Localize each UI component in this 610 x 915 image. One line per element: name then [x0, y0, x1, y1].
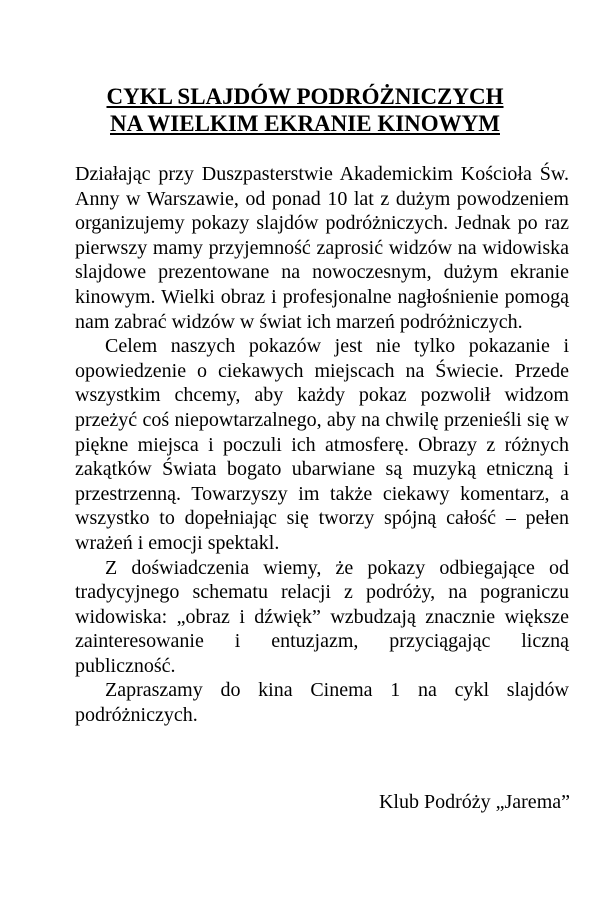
title-line-1: CYKL SLAJDÓW PODRÓŻNICZYCH — [106, 84, 504, 109]
paragraph-2: Celem naszych pokazów jest nie tylko pokazanie i opowiedzenie o ciekawych miejscach na Świecie. Przede wszystkim chcemy, aby każdy pokaz pozwolił widzom przeżyć coś niepowtarzalnego, aby na chwilę przenieśli się w piękne miejsca i poczuli ich atmosferę. Obrazy z różnych zakątków Świata bogato ubarwiane są muzyką etniczną i przestrzenną. Towarzyszy im także ciekawy komentarz, a wszystko to dopełniając się tworzy spójną całość – pełen wrażeń i emocji spektakl. — [75, 335, 569, 554]
title-line-2: NA WIELKIM EKRANIE KINOWYM — [110, 111, 500, 136]
paragraph-1: Działając przy Duszpasterstwie Akademickim Kościoła Św. Anny w Warszawie, od ponad 10 lat z dużym powodzeniem organizujemy pokazy slajdów podróżniczych. Jednak po raz pierwszy mamy przyjemność zaprosić widzów na widowiska slajdowe prezentowane na nowoczesnym, dużym ekranie kinowym. Wielki obraz i profesjonalne nagłośnienie pomogą nam zabrać widzów w świat ich marzeń podróżniczych. — [75, 163, 569, 333]
paragraph-3: Z doświadczenia wiemy, że pokazy odbiegające od tradycyjnego schematu relacji z podróży, na pograniczu widowiska: „obraz i dźwięk” wzbudzają znacznie większe zainteresowanie i entuzjazm, przyciągając liczną publiczność. — [75, 556, 569, 677]
body-text — [75, 162, 569, 728]
signature: Klub Podróży „Jarema” — [378, 791, 570, 813]
paragraph-4: Zapraszamy do kina Cinema 1 na cykl slajdów podróżniczych. — [75, 679, 569, 727]
page-title — [0, 83, 610, 137]
